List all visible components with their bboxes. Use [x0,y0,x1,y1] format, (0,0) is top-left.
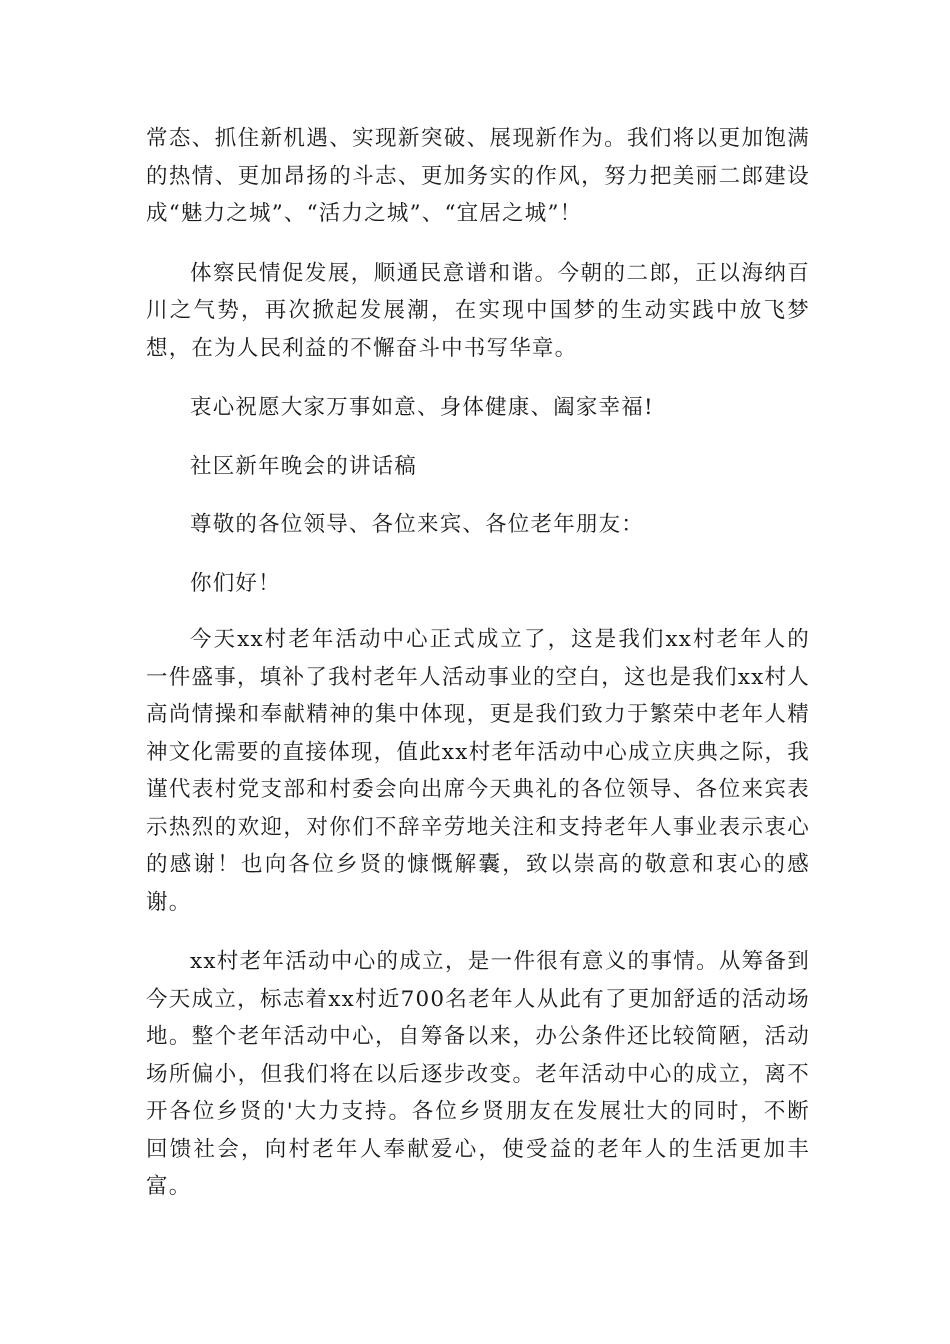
greeting: 你们好！ [190,570,281,596]
section-title: 社区新年晚会的讲话稿 [190,453,418,479]
paragraph-establishment: 今天xx村老年活动中心正式成立了，这是我们xx村老年人的一件盛事，填补了我村老年人活动事业的空白，这也是我们xx村人高尚情操和奉献精神的集中体现，更是我们致力于繁荣中老年人精神文化需要的直接体现，值此xx村老年活动中心成立庆典之际，我谨代表村党支部和村委会向出席今天典礼的各位领导、各位来宾表示热烈的欢迎，对你们不辞辛劳地关注和支持老年人事业表示衷心的感谢！也向各位乡贤的慷慨解囊，致以崇高的敬意和衷心的感谢。 [146,627,810,915]
paragraph-wishes: 衷心祝愿大家万事如意、身体健康、阖家幸福! [190,395,654,420]
paragraph-development: 体察民情促发展，顺通民意谱和谐。今朝的二郎，正以海纳百川之气势，再次掀起发展潮，在实现中国梦的生动实践中放飞梦想，在为人民利益的不懈奋斗中书写华章。 [146,260,810,361]
paragraph-continued: 常态、抓住新机遇、实现新突破、展现新作为。我们将以更加饱满的热情、更加昂扬的斗志、更加务实的作风，努力把美丽二郎建设成“魅力之城”、“活力之城”、“宜居之城”！ [146,126,810,226]
document-page [146,120,810,1206]
paragraph-significance: xx村老年活动中心的成立，是一件很有意义的事情。从筹备到今天成立，标志着xx村近700名老年人从此有了更加舒适的活动场地。整个老年活动中心，自筹备以来，办公条件还比较简陋，活动场所偏小，但我们将在以后逐步改变。老年活动中心的成立，离不开各位乡贤的'大力支持。各位乡贤朋友在发展壮大的同时，不断回馈社会，向村老年人奉献爱心，使受益的老年人的生活更加丰富。 [146,949,810,1199]
salutation: 尊敬的各位领导、各位来宾、各位老年朋友： [190,512,645,537]
